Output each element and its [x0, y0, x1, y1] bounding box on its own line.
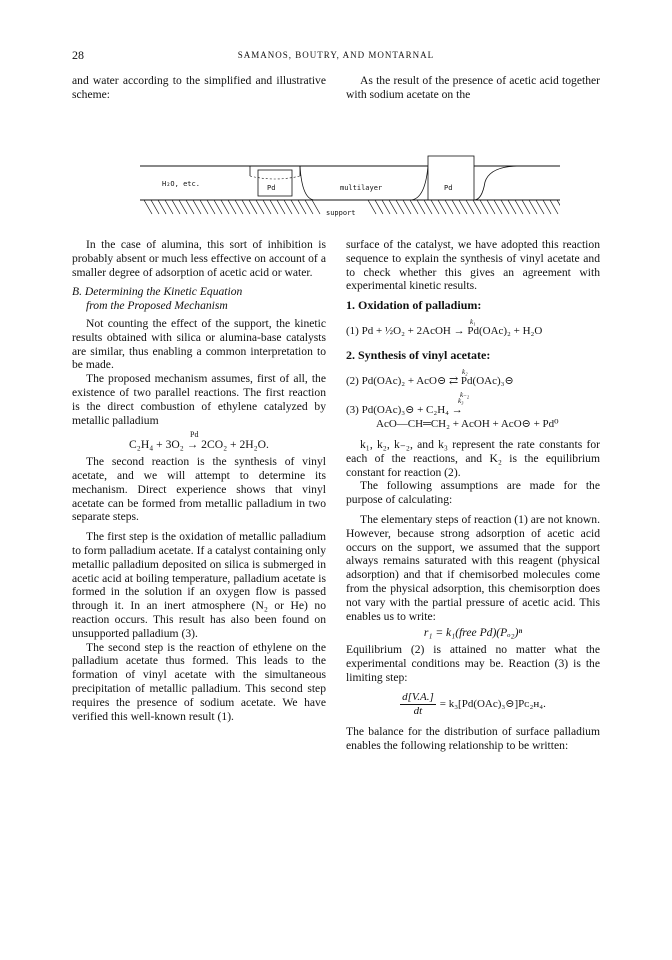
paragraph-alumina: In the case of alumina, this sort of inhibition is probably absent or much less effective on account of a smaller degree of adsorption of acetic acid or water.: [72, 238, 326, 279]
left-column-top: [72, 74, 326, 102]
eq3-line1: (3) Pd(OAc)₃⊝ + C₂H₄ →: [346, 404, 463, 417]
equation-combustion-text: C₂H₄ + 3O₂ → 2CO₂ + 2H₂O.: [129, 438, 269, 452]
eq2-forward-constant: k₂: [462, 367, 468, 376]
label-water: H₂O, etc.: [162, 180, 200, 188]
label-pd-left: Pd: [267, 184, 276, 192]
adsorption-scheme-figure: [140, 152, 560, 220]
paragraph-first-step: The first step is the oxidation of metallic palladium to form palladium acetate. If a catalyst containing only metallic palladium deposited on silica is submerged in acetic acid at boiling temperature, palladium acetate is formed in the solution if an oxygen flow is passed through it. In an inert atmosphere (N₂ or He) no reaction occurs. This result has also been found on unsupported palladium (3).: [72, 530, 327, 640]
equation-catalyst-label: Pd: [190, 430, 199, 440]
right-column-top: [346, 74, 600, 102]
equation-r1: r₁ = k₁(free Pd)(Pₒ₂)ⁿ: [423, 626, 523, 640]
eq3-rate-constant: k₃: [458, 397, 464, 406]
paragraph-rate-constants: k₁, k₂, k₋₂, and k₃ represent the rate constants for each of the reactions, and K₂ is the equilibrium constant for reaction (2).: [346, 437, 600, 479]
section-heading-b: [72, 285, 326, 313]
equation-combustion: [72, 430, 326, 452]
label-support: support: [326, 209, 356, 217]
right-intro-text: As the result of the presence of acetic acid together with sodium acetate on the: [346, 74, 600, 101]
eq1-text: (1) Pd + ½O₂ + 2AcOH → Pd(OAc)₂ + H₂O: [346, 324, 543, 337]
section-heading-line2: from the Proposed Mechanism: [86, 299, 228, 313]
rate-numerator: d[V.A.]: [400, 691, 436, 706]
heading-synthesis: 2. Synthesis of vinyl acetate:: [346, 347, 491, 362]
paragraph-support-effect: Not counting the effect of the support, the kinetic results obtained with silica or alumina-base catalysts are similar, thus enabling a common interpretation to be made.: [72, 316, 326, 372]
left-intro-text: and water according to the simplified and illustrative scheme:: [72, 74, 326, 101]
eq2-text: (2) Pd(OAc)₂ + AcO⊝ ⇄ Pd(OAc)₃⊝: [346, 374, 514, 387]
label-pd-right: Pd: [444, 184, 453, 192]
right-column: [346, 238, 600, 753]
paragraph-equilibrium: Equilibrium (2) is attained no matter what the experimental conditions may be. Reaction (3) is the limiting step:: [346, 643, 600, 684]
paragraph-balance: The balance for the distribution of surface palladium enables the following relationship to be written:: [346, 725, 600, 752]
eq3-line2: AcO—CH═CH₂ + AcOH + AcO⊝ + Pd⁰: [376, 418, 559, 431]
equation-1: [346, 319, 600, 339]
eq1-rate-constant: k₁: [470, 317, 476, 326]
paragraph-second-step: The second step is the reaction of ethylene on the palladium acetate thus formed. This leads to the formation of vinyl acetate with the simultaneous precipitation of metallic palladium. This second step requires the presence of sodium acetate. We have verified this well-known result (1).: [72, 640, 326, 723]
paragraph-elementary-steps: The elementary steps of reaction (1) are not known. However, because strong adsorption of acetic acid occurs on the support, we assumed that the support always remains saturated with this reagent (physical adsorption) and that if chemisorbed molecules come from the physical adsorption, this chemisorption does not vary with the partial pressure of acetic acid. This enables us to write:: [346, 512, 600, 623]
equation-2: [346, 367, 600, 399]
paragraph-assumptions: The following assumptions are made for the purpose of calculating:: [346, 479, 600, 507]
rate-rhs: = k₃[Pd(OAc)₃⊝]Pᴄ₂ʜ₄.: [439, 697, 546, 710]
equation-3: [346, 398, 600, 432]
eq2-reverse-constant: k₋₂: [460, 390, 470, 399]
label-multilayer: multilayer: [340, 184, 383, 192]
paragraph-mechanism: The proposed mechanism assumes, first of all, the existence of two parallel reactions. The first reaction is the direct combustion of ethylene catalyzed by metallic palladium: [72, 372, 326, 427]
page-number: 28: [72, 48, 84, 62]
running-head: SAMANOS, BOUTRY, AND MONTARNAL: [237, 50, 435, 60]
paragraph-second-reaction: The second reaction is the synthesis of vinyl acetate, and we will attempt to determine its mechanism. Direct experience shows that vinyl acetate can be formed from metallic palladium in two separate steps.: [72, 455, 326, 524]
left-column: [72, 238, 326, 723]
paragraph-surface: surface of the catalyst, we have adopted this reaction sequence to explain the synthesis of vinyl acetate and to check whether this gives an agreement with experimental kinetic results.: [346, 238, 600, 293]
rate-denominator: dt: [413, 705, 423, 718]
equation-rate: [346, 691, 600, 720]
heading-oxidation: 1. Oxidation of palladium:: [346, 298, 482, 313]
section-heading-line1: B. Determining the Kinetic Equation: [72, 285, 243, 299]
